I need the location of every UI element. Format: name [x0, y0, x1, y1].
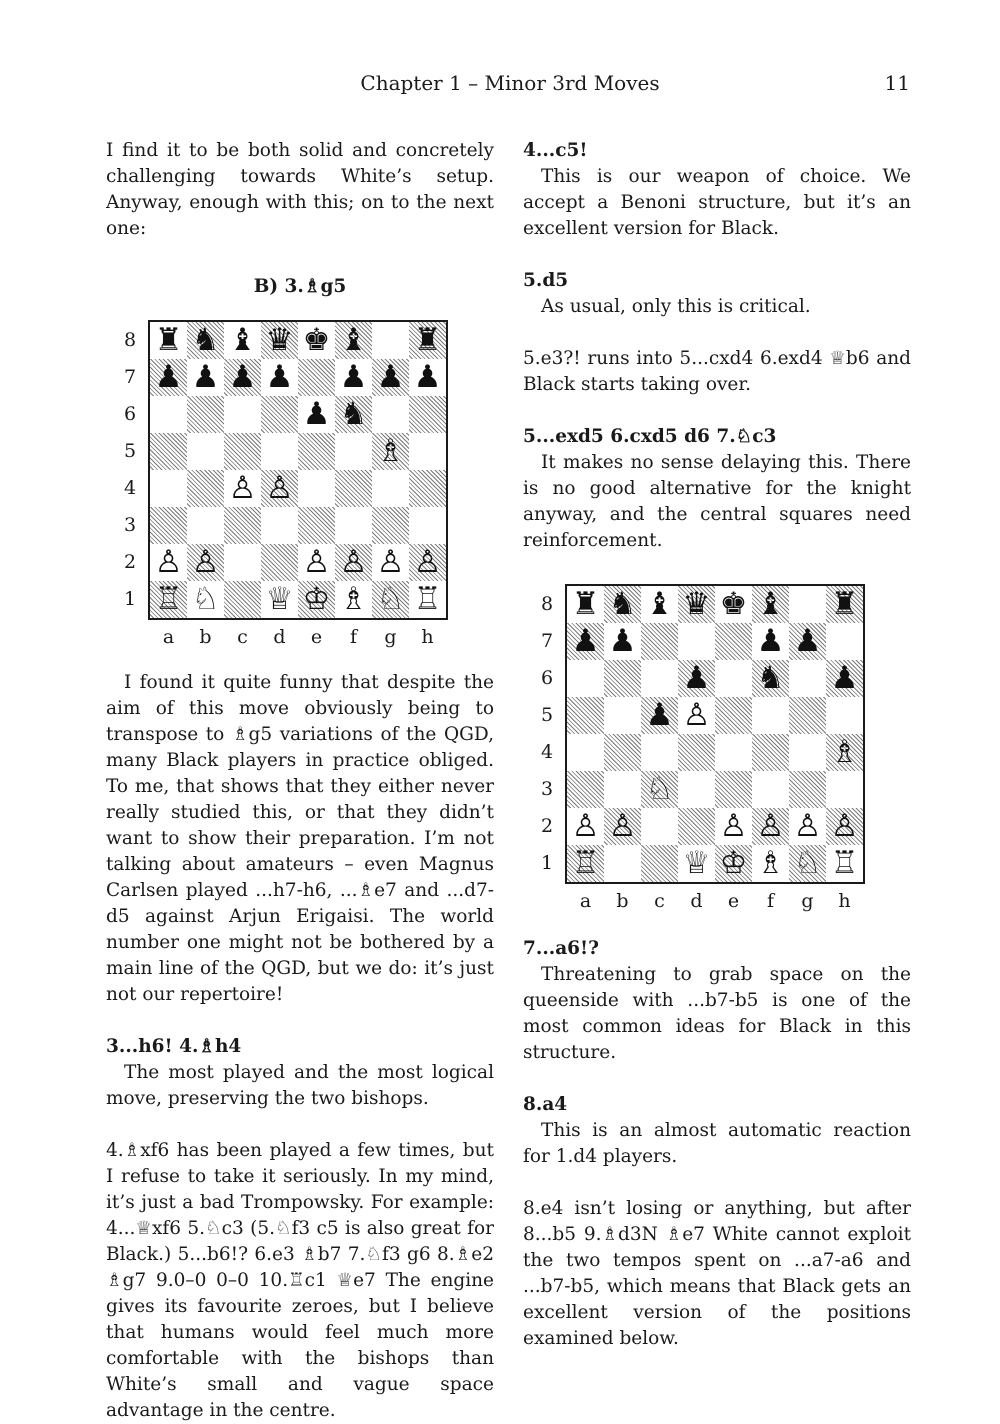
board-square-a4 [150, 470, 187, 507]
board-square-b8 [604, 586, 641, 623]
chess-piece: ♘ [645, 771, 674, 807]
chess-piece: ♞ [191, 322, 220, 358]
board-square-f3 [752, 771, 789, 808]
chess-piece: ♝ [228, 322, 257, 358]
file-label: f [349, 626, 358, 648]
chess-piece: ♕ [682, 845, 711, 881]
rank-label: 7 [540, 630, 554, 652]
chess-piece: ♟ [265, 359, 294, 395]
file-label: h [421, 626, 434, 648]
board-square-e4 [715, 734, 752, 771]
board-square-g6 [372, 396, 409, 433]
board-square-f7 [752, 623, 789, 660]
chess-piece: ♜ [413, 322, 442, 358]
board-square-a2 [567, 808, 604, 845]
board-square-e3 [715, 771, 752, 808]
board-square-c4 [224, 470, 261, 507]
chess-piece: ♕ [265, 581, 294, 617]
file-label: d [690, 890, 703, 912]
board-square-b4 [187, 470, 224, 507]
chess-piece: ♜ [830, 586, 859, 622]
board-square-f4 [752, 734, 789, 771]
chess-piece: ♗ [830, 734, 859, 770]
board-square-h4 [409, 470, 446, 507]
page-number: 11 [884, 71, 910, 95]
chess-piece: ♝ [339, 322, 368, 358]
file-label: b [199, 626, 212, 648]
board-square-b2 [604, 808, 641, 845]
board-square-b6 [604, 660, 641, 697]
chess-piece: ♟ [302, 396, 331, 432]
board-square-d4 [678, 734, 715, 771]
paragraph: 5.e3?! runs into 5...cxd4 6.exd4 ♕b6 and Black starts taking over. [523, 348, 911, 395]
board-square-f1 [752, 845, 789, 882]
chess-piece: ♛ [682, 586, 711, 622]
board-square-e7 [298, 359, 335, 396]
chess-piece: ♟ [154, 359, 183, 395]
chess-piece: ♞ [756, 660, 785, 696]
chess-piece: ♟ [376, 359, 405, 395]
board-square-f1 [335, 581, 372, 618]
board-square-h7 [409, 359, 446, 396]
rank-label: 2 [123, 551, 137, 573]
chess-piece: ♜ [571, 586, 600, 622]
rank-label: 8 [123, 329, 137, 351]
board-square-d2 [261, 544, 298, 581]
board-square-h6 [409, 396, 446, 433]
move-heading: 3...h6! 4.♗h4 [106, 1036, 242, 1057]
board-square-g4 [372, 470, 409, 507]
board-square-a5 [150, 433, 187, 470]
board-square-b7 [604, 623, 641, 660]
move-heading: 7...a6!? [523, 938, 600, 959]
file-label: c [237, 626, 248, 648]
board-square-e4 [298, 470, 335, 507]
paragraph: I find it to be both solid and concretely challenging towards White’s setup. Anyway, enough with this; on to the next one: [106, 140, 494, 239]
board-square-e6 [298, 396, 335, 433]
board-square-e5 [715, 697, 752, 734]
rank-label: 6 [540, 667, 554, 689]
chess-piece: ♚ [719, 586, 748, 622]
board-square-g2 [789, 808, 826, 845]
board-square-e2 [715, 808, 752, 845]
chessboard [148, 320, 448, 620]
chess-piece: ♟ [228, 359, 257, 395]
board-square-c1 [641, 845, 678, 882]
chess-piece: ♙ [571, 808, 600, 844]
board-square-h5 [409, 433, 446, 470]
board-square-a2 [150, 544, 187, 581]
file-label: g [801, 890, 814, 912]
paragraph: Threatening to grab space on the queenside with ...b7-b5 is one of the most common ideas for Black in this structure. [523, 964, 911, 1063]
board-square-c5 [641, 697, 678, 734]
board-square-f6 [335, 396, 372, 433]
file-label: d [273, 626, 286, 648]
rank-label: 5 [540, 704, 554, 726]
board-square-a4 [567, 734, 604, 771]
file-label: c [654, 890, 665, 912]
chess-diagram-1 [106, 320, 494, 664]
chess-piece: ♜ [154, 322, 183, 358]
chess-piece: ♟ [608, 623, 637, 659]
move-heading: 4...c5! [523, 140, 588, 161]
board-square-e1 [715, 845, 752, 882]
board-square-a5 [567, 697, 604, 734]
board-square-a3 [567, 771, 604, 808]
chess-piece: ♖ [571, 845, 600, 881]
rank-label: 4 [540, 741, 554, 763]
board-square-d1 [678, 845, 715, 882]
board-square-b2 [187, 544, 224, 581]
board-square-h8 [826, 586, 863, 623]
chess-piece: ♟ [339, 359, 368, 395]
board-square-g4 [789, 734, 826, 771]
board-square-c3 [224, 507, 261, 544]
chess-piece: ♙ [830, 808, 859, 844]
rank-label: 8 [540, 593, 554, 615]
board-square-d8 [261, 322, 298, 359]
board-square-d8 [678, 586, 715, 623]
file-label: g [384, 626, 397, 648]
rank-label: 5 [123, 440, 137, 462]
board-square-g3 [789, 771, 826, 808]
paragraph: I found it quite funny that despite the aim of this move obviously being to transpose to ♗g5 variations of the QGD, many Black players in practice obliged. To me, that shows that they either never really studied this, or that they didn’t want to show their preparation. I’m not talking about amateurs – even Magnus Carlsen played ...h7-h6, ...♗e7 and ...d7-d5 against Arjun Erigaisi. The world number one might not be bothered by a main line of the QGD, but we do: it’s just not our repertoire! [106, 672, 494, 1005]
paragraph: It makes no sense delaying this. There is no good alternative for the knight anyway, and the central squares need reinforcement. [523, 452, 911, 551]
board-square-d3 [678, 771, 715, 808]
chess-piece: ♙ [793, 808, 822, 844]
board-square-c2 [224, 544, 261, 581]
chess-piece: ♔ [302, 581, 331, 617]
rank-label: 4 [123, 477, 137, 499]
chess-piece: ♖ [830, 845, 859, 881]
right-column [523, 138, 911, 1352]
board-square-c6 [641, 660, 678, 697]
board-square-f2 [335, 544, 372, 581]
board-square-g7 [789, 623, 826, 660]
chess-piece: ♙ [265, 470, 294, 506]
board-square-g5 [372, 433, 409, 470]
move-heading: 5...exd5 6.cxd5 d6 7.♘c3 [523, 426, 777, 447]
chess-piece: ♙ [302, 544, 331, 580]
board-square-c3 [641, 771, 678, 808]
chess-piece: ♛ [265, 322, 294, 358]
board-square-a7 [150, 359, 187, 396]
board-square-d5 [678, 697, 715, 734]
board-square-f2 [752, 808, 789, 845]
board-square-e5 [298, 433, 335, 470]
board-square-g2 [372, 544, 409, 581]
file-label: a [162, 626, 175, 648]
rank-label: 1 [540, 852, 554, 874]
rank-label: 2 [540, 815, 554, 837]
board-square-f5 [335, 433, 372, 470]
chess-piece: ♘ [376, 581, 405, 617]
board-square-c7 [641, 623, 678, 660]
chess-piece: ♟ [191, 359, 220, 395]
paragraph: 4.♗xf6 has been played a few times, but I refuse to take it seriously. In my mind, it’s just a bad Trompowsky. For example: 4...♕xf6 5.♘c3 (5.♘f3 c5 is also great for Black.) 5...b6!? 6.e3 ♗b7 7.♘f3 g6 8.♗e2 ♗g7 9.0–0 0–0 10.♖c1 ♕e7 The engine gives its favourite zeroes, but I believe that humans would feel much more comfortable with the bishops than White’s small and vague space advantage in the centre. [106, 1140, 494, 1421]
file-label: b [616, 890, 629, 912]
file-label: f [766, 890, 775, 912]
rank-label: 3 [123, 514, 137, 536]
chess-piece: ♗ [339, 581, 368, 617]
board-square-f8 [752, 586, 789, 623]
chess-piece: ♙ [608, 808, 637, 844]
board-square-h6 [826, 660, 863, 697]
paragraph: As usual, only this is critical. [541, 296, 811, 317]
board-square-h2 [409, 544, 446, 581]
running-header: Chapter 1 – Minor 3rd Moves [360, 71, 660, 95]
chess-piece: ♙ [413, 544, 442, 580]
rank-label: 7 [123, 366, 137, 388]
board-square-h7 [826, 623, 863, 660]
board-square-f8 [335, 322, 372, 359]
chess-piece: ♙ [376, 544, 405, 580]
board-square-c8 [224, 322, 261, 359]
board-square-d2 [678, 808, 715, 845]
board-square-d6 [678, 660, 715, 697]
file-label: a [579, 890, 592, 912]
chess-piece: ♟ [793, 623, 822, 659]
board-square-f6 [752, 660, 789, 697]
chess-piece: ♙ [756, 808, 785, 844]
board-square-h4 [826, 734, 863, 771]
board-square-e6 [715, 660, 752, 697]
board-square-d1 [261, 581, 298, 618]
board-square-a1 [567, 845, 604, 882]
board-square-b8 [187, 322, 224, 359]
board-square-c8 [641, 586, 678, 623]
chess-piece: ♙ [339, 544, 368, 580]
paragraph: The most played and the most logical move, preserving the two bishops. [106, 1062, 494, 1109]
board-square-g8 [789, 586, 826, 623]
board-square-b1 [604, 845, 641, 882]
file-label: e [727, 890, 740, 912]
board-square-h8 [409, 322, 446, 359]
board-square-a1 [150, 581, 187, 618]
board-square-b3 [604, 771, 641, 808]
board-square-e2 [298, 544, 335, 581]
board-square-h2 [826, 808, 863, 845]
board-square-b6 [187, 396, 224, 433]
board-square-g7 [372, 359, 409, 396]
board-square-e3 [298, 507, 335, 544]
board-square-f5 [752, 697, 789, 734]
board-square-h1 [409, 581, 446, 618]
left-column [106, 138, 494, 1424]
board-square-h5 [826, 697, 863, 734]
board-square-d4 [261, 470, 298, 507]
chess-piece: ♝ [756, 586, 785, 622]
board-square-a8 [567, 586, 604, 623]
board-square-d7 [261, 359, 298, 396]
board-square-c2 [641, 808, 678, 845]
board-square-e1 [298, 581, 335, 618]
move-heading: 8.a4 [523, 1094, 568, 1115]
chess-piece: ♙ [154, 544, 183, 580]
board-square-e8 [298, 322, 335, 359]
paragraph: 8.e4 isn’t losing or anything, but after 8...b5 9.♗d3N ♗e7 White cannot exploit the two tempos spent on ...a7-a6 and ...b7-b5, which means that Black gets an excellent version of the positions examined below. [523, 1198, 911, 1349]
chess-piece: ♞ [339, 396, 368, 432]
chess-piece: ♖ [154, 581, 183, 617]
rank-label: 3 [540, 778, 554, 800]
chess-piece: ♗ [756, 845, 785, 881]
board-square-d5 [261, 433, 298, 470]
chess-piece: ♙ [228, 470, 257, 506]
section-heading: B) 3.♗g5 [253, 276, 347, 297]
board-square-f3 [335, 507, 372, 544]
chess-piece: ♔ [719, 845, 748, 881]
board-square-g5 [789, 697, 826, 734]
board-square-g1 [372, 581, 409, 618]
board-square-a7 [567, 623, 604, 660]
chess-piece: ♟ [756, 623, 785, 659]
board-square-c5 [224, 433, 261, 470]
chess-piece: ♟ [830, 660, 859, 696]
board-square-h3 [826, 771, 863, 808]
move-heading: 5.d5 [523, 270, 569, 291]
file-label: h [838, 890, 851, 912]
board-square-f4 [335, 470, 372, 507]
board-square-a8 [150, 322, 187, 359]
board-square-d6 [261, 396, 298, 433]
board-square-b1 [187, 581, 224, 618]
chess-diagram-2 [523, 584, 911, 930]
board-square-h3 [409, 507, 446, 544]
chess-piece: ♞ [608, 586, 637, 622]
paragraph: This is an almost automatic reaction for 1.d4 players. [523, 1120, 911, 1167]
board-square-b5 [604, 697, 641, 734]
board-square-a6 [150, 396, 187, 433]
board-square-g3 [372, 507, 409, 544]
board-square-f7 [335, 359, 372, 396]
board-square-d7 [678, 623, 715, 660]
chessboard [565, 584, 865, 884]
chess-piece: ♙ [191, 544, 220, 580]
chess-piece: ♚ [302, 322, 331, 358]
chess-piece: ♟ [682, 660, 711, 696]
chess-piece: ♟ [413, 359, 442, 395]
board-square-b5 [187, 433, 224, 470]
file-label: e [310, 626, 323, 648]
chess-piece: ♘ [793, 845, 822, 881]
board-square-g8 [372, 322, 409, 359]
board-square-b3 [187, 507, 224, 544]
board-square-e8 [715, 586, 752, 623]
chess-piece: ♟ [645, 697, 674, 733]
board-square-h1 [826, 845, 863, 882]
board-square-b7 [187, 359, 224, 396]
board-square-c4 [641, 734, 678, 771]
paragraph: This is our weapon of choice. We accept a Benoni structure, but it’s an excellent version for Black. [523, 166, 911, 239]
board-square-c1 [224, 581, 261, 618]
board-square-c6 [224, 396, 261, 433]
chess-piece: ♖ [413, 581, 442, 617]
chess-piece: ♟ [571, 623, 600, 659]
board-square-a6 [567, 660, 604, 697]
board-square-g1 [789, 845, 826, 882]
chess-piece: ♝ [645, 586, 674, 622]
board-square-g6 [789, 660, 826, 697]
board-square-a3 [150, 507, 187, 544]
board-square-b4 [604, 734, 641, 771]
rank-label: 6 [123, 403, 137, 425]
chess-piece: ♙ [719, 808, 748, 844]
chess-piece: ♘ [191, 581, 220, 617]
board-square-d3 [261, 507, 298, 544]
board-square-c7 [224, 359, 261, 396]
rank-label: 1 [123, 588, 137, 610]
chess-piece: ♗ [376, 433, 405, 469]
board-square-e7 [715, 623, 752, 660]
chess-piece: ♙ [682, 697, 711, 733]
